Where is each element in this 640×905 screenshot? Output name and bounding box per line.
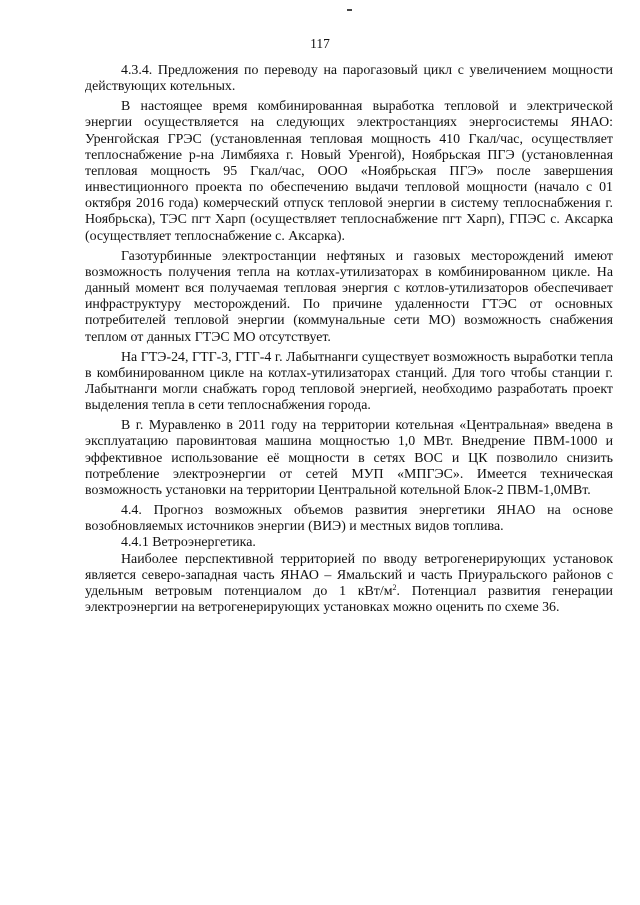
paragraph-cogeneration-stations: В настоящее время комбинированная выработка тепловой и электрической энергии осуществляется на следующих электростанциях энергосистемы ЯНАО: Уренгойская ГРЭС (установленная тепловая мощность 410 Гкал/час, осуществляет теплоснабжение р-на Лимбяяха г. Новый Уренгой), Ноябрьская ПГЭ (установленная тепловая мощность 95 Гкал/час, ООО «Ноябрьская ПГЭ» после завершения инвестиционного проекта по обеспечению выдачи тепловой мощности (начало с 01 октября 2016 года) комерческий отпуск тепловой энергии в систему теплоснабжения г. Ноябрьска), ТЭС пгт Харп (осуществляет теплоснабжение пгт Харп), ГПЭС с. Аксарка (осуществляет теплоснабжение с. Аксарка). <box>85 99 613 244</box>
paragraph-muravlenko: В г. Муравленко в 2011 году на территории котельная «Центральная» введена в эксплуатацию паровинтовая машина мощностью 1,0 МВт. Внедрение ПВМ-1000 и эффективное использование её мощности в сетях ВОС и ЦК позволило снизить потребление электроэнергии от сетей МУП «МПГЭС». Имеется техническая возможность установки на территории Центральной котельной Блок-2 ПВМ-1,0МВт. <box>85 418 613 498</box>
heading-4-3-4: 4.3.4. Предложения по переводу на парогазовый цикл с увеличением мощности действующих котельных. <box>85 63 613 95</box>
superscript-2: 2 <box>392 582 397 592</box>
scan-mark <box>347 9 352 11</box>
document-body <box>85 63 613 616</box>
paragraph-wind-energy <box>85 552 613 617</box>
paragraph-labytnangi: На ГТЭ-24, ГТГ-3, ГТГ-4 г. Лабытнанги существует возможность выработки тепла в комбинированном цикле на котлах-утилизаторах станций. Для того чтобы станции г. Лабытнанги могли снабжать город тепловой энергией, необходимо разработать проект выделения тепла в сети теплоснабжения города. <box>85 349 613 414</box>
page-number: 117 <box>310 36 330 51</box>
heading-4-4: 4.4. Прогноз возможных объемов развития энергетики ЯНАО на основе возобновляемых источников энергии (ВИЭ) и местных видов топлива. <box>85 503 613 535</box>
wind-text-part1: Наиболее перспективной территорией по вводу ветрогенерирующих установок является северо-западная часть ЯНАО – Ямальский и часть Приуральского районов с удельным ветровым потенциалом до 1 кВт/м <box>85 551 613 599</box>
heading-4-4-1: 4.4.1 Ветроэнергетика. <box>121 535 256 551</box>
wind-text-part2: . Потенциал развития генерации электроэнергии на ветрогенерирующих установках можно оценить по схеме 36. <box>85 583 613 615</box>
paragraph-gas-turbine-plants: Газотурбинные электростанции нефтяных и газовых месторождений имеют возможность получения тепла на котлах-утилизаторах в комбинированном цикле. На данный момент вся получаемая тепловая энергия с котлов-утилизаторов обеспечивает инфраструктуру месторождений. По причине удаленности ГТЭС от основных потребителей тепловой энергии (коммунальные сети МО) возможность снабжения теплом от данных ГТЭС МО отсутствует. <box>85 248 613 345</box>
